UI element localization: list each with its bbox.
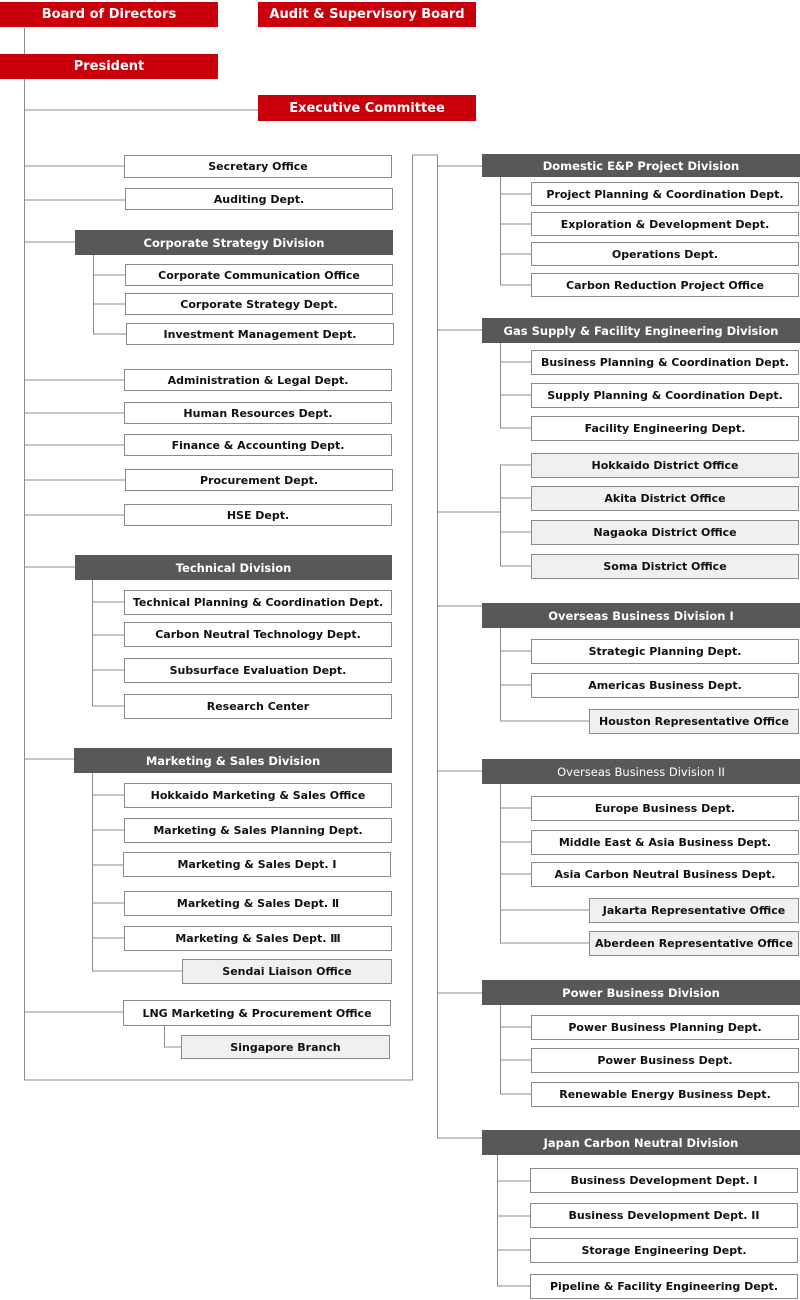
dept-box xyxy=(124,658,392,683)
auditing-dept-box xyxy=(125,188,393,210)
japan-cn-sub-lines xyxy=(497,1155,530,1286)
gas-supply-sub-lines xyxy=(500,343,531,428)
dept-label: Hokkaido Marketing & Sales Office xyxy=(150,789,366,802)
dept-box xyxy=(124,622,392,647)
technical-sub-lines xyxy=(92,580,124,706)
dept-label: Project Planning & Coordination Dept. xyxy=(546,187,784,201)
rep-office-box xyxy=(589,898,799,923)
dept-box xyxy=(125,264,393,286)
technical-division-box xyxy=(75,555,392,580)
dept-box xyxy=(530,1238,798,1263)
dept-label: Storage Engineering Dept. xyxy=(581,1244,747,1257)
dept-label: Investment Management Dept. xyxy=(163,327,357,341)
dept-box xyxy=(531,182,799,206)
dept-label: Research Center xyxy=(206,700,310,713)
marketing-sales-division-label: Marketing & Sales Division xyxy=(145,753,321,768)
power-division-label: Power Business Division xyxy=(562,985,720,1000)
domestic-ep-division-box xyxy=(482,154,800,177)
dept-box xyxy=(123,852,391,877)
rep-office-box xyxy=(589,931,799,956)
dept-box xyxy=(124,369,392,391)
dept-label: Middle East & Asia Business Dept. xyxy=(558,836,772,849)
dept-box xyxy=(531,1082,799,1107)
dept-label: Facility Engineering Dept. xyxy=(584,422,746,435)
overseas-division-2-box xyxy=(482,759,800,784)
dept-box xyxy=(531,350,799,375)
dept-label: Technical Planning & Coordination Dept. xyxy=(132,596,384,609)
dept-label: Renewable Energy Business Dept. xyxy=(559,1088,771,1101)
district-office-label: Nagaoka District Office xyxy=(593,526,737,539)
dept-box xyxy=(531,1015,799,1040)
dept-label: Corporate Strategy Dept. xyxy=(180,297,338,311)
dept-box xyxy=(530,1168,798,1193)
dept-label: Administration & Legal Dept. xyxy=(167,373,349,387)
district-office-lines xyxy=(500,465,531,566)
district-office-box xyxy=(531,453,799,478)
dept-label: Human Resources Dept. xyxy=(183,406,333,420)
district-office-box xyxy=(531,486,799,511)
dept-label: Power Business Planning Dept. xyxy=(568,1021,762,1034)
power-sub-lines xyxy=(500,1005,531,1094)
domestic-ep-division-label: Domestic E&P Project Division xyxy=(542,158,740,173)
dept-label: Business Development Dept. I xyxy=(570,1174,758,1187)
rep-office-box xyxy=(589,709,799,734)
gas-supply-division-label: Gas Supply & Facility Engineering Division xyxy=(503,323,779,338)
rep-office-label: Houston Representative Office xyxy=(599,715,789,728)
dept-box xyxy=(531,639,799,664)
domestic-ep-sub-lines xyxy=(500,177,531,285)
president-box xyxy=(0,54,218,79)
rep-office-label: Aberdeen Representative Office xyxy=(594,937,794,950)
dept-label: Europe Business Dept. xyxy=(594,802,736,815)
dept-label: Procurement Dept. xyxy=(199,473,319,487)
dept-box xyxy=(124,926,392,951)
dept-box xyxy=(124,434,392,456)
singapore-branch-label: Singapore Branch xyxy=(230,1040,341,1054)
dept-label: HSE Dept. xyxy=(226,508,290,522)
dept-box xyxy=(531,416,799,441)
executive-committee-label: Executive Committee xyxy=(289,100,445,116)
dept-label: Corporate Communication Office xyxy=(158,268,360,282)
technical-division-label: Technical Division xyxy=(175,560,292,575)
board-of-directors-box xyxy=(0,2,218,27)
dept-label: Asia Carbon Neutral Business Dept. xyxy=(554,868,776,881)
overseas-division-1-label: Overseas Business Division I xyxy=(548,608,734,623)
dept-label: Americas Business Dept. xyxy=(588,679,742,692)
corporate-strategy-division-label: Corporate Strategy Division xyxy=(143,235,325,250)
dept-box xyxy=(124,504,392,526)
dept-label: Carbon Reduction Project Office xyxy=(566,278,764,292)
dept-box xyxy=(531,862,799,887)
dept-box xyxy=(531,383,799,408)
dept-label: Finance & Accounting Dept. xyxy=(171,438,345,452)
dept-box xyxy=(530,1203,798,1228)
dept-label: Exploration & Development Dept. xyxy=(560,217,770,231)
sendai-liaison-office-box xyxy=(182,959,392,984)
dept-label: Business Development Dept. II xyxy=(568,1209,760,1222)
dept-box xyxy=(125,469,393,491)
lng-office-box xyxy=(123,1000,391,1026)
dept-label: Operations Dept. xyxy=(611,247,719,261)
singapore-branch-box xyxy=(181,1035,390,1059)
corporate-strategy-division-box xyxy=(75,230,393,255)
dept-box xyxy=(124,694,392,719)
dept-box xyxy=(124,402,392,424)
dept-box xyxy=(531,273,799,297)
dept-box xyxy=(124,783,392,808)
dept-label: Strategic Planning Dept. xyxy=(588,645,742,658)
lng-sub-lines xyxy=(165,1026,182,1047)
board-of-directors-label: Board of Directors xyxy=(41,7,177,22)
dept-box xyxy=(531,673,799,698)
dept-box xyxy=(126,323,394,345)
dept-label: Pipeline & Facility Engineering Dept. xyxy=(549,1280,778,1293)
dept-box xyxy=(124,818,392,843)
district-office-box xyxy=(531,520,799,545)
japan-cn-division-box xyxy=(482,1130,800,1155)
corporate-strategy-sub-lines xyxy=(93,255,126,334)
dept-label: Carbon Neutral Technology Dept. xyxy=(155,628,361,641)
dept-label: Power Business Dept. xyxy=(597,1054,733,1067)
audit-supervisory-board-label: Audit & Supervisory Board xyxy=(269,7,465,22)
dept-label: Marketing & Sales Dept. Ⅰ xyxy=(177,858,337,871)
dept-box xyxy=(531,796,799,821)
dept-label: Supply Planning & Coordination Dept. xyxy=(547,389,783,402)
left-branches xyxy=(24,166,125,1012)
secretary-office-box xyxy=(124,155,392,178)
audit-supervisory-board-box xyxy=(258,2,476,27)
district-office-box xyxy=(531,554,799,579)
rep-office-label: Jakarta Representative Office xyxy=(602,904,786,917)
overseas-division-1-box xyxy=(482,603,800,628)
district-office-label: Akita District Office xyxy=(604,492,726,505)
dept-box xyxy=(125,293,393,315)
overseas-division-2-label: Overseas Business Division II xyxy=(557,764,725,779)
dept-box xyxy=(124,590,392,615)
dept-box xyxy=(531,830,799,855)
executive-committee-box xyxy=(258,95,476,121)
sendai-liaison-office-label: Sendai Liaison Office xyxy=(222,965,352,978)
power-division-box xyxy=(482,980,800,1005)
auditing-dept-label: Auditing Dept. xyxy=(213,192,305,206)
dept-box xyxy=(531,212,799,236)
dept-label: Marketing & Sales Dept. Ⅱ xyxy=(176,897,340,910)
president-label: President xyxy=(73,59,145,74)
lng-office-label: LNG Marketing & Procurement Office xyxy=(142,1006,372,1020)
gas-supply-division-box xyxy=(482,318,800,343)
marketing-sales-division-box xyxy=(74,748,392,773)
dept-label: Marketing & Sales Dept. Ⅲ xyxy=(175,932,341,945)
dept-box xyxy=(531,242,799,266)
district-office-label: Hokkaido District Office xyxy=(591,459,739,472)
japan-cn-division-label: Japan Carbon Neutral Division xyxy=(543,1135,739,1150)
dept-box xyxy=(124,891,392,916)
district-office-label: Soma District Office xyxy=(603,560,727,573)
dept-label: Marketing & Sales Planning Dept. xyxy=(153,824,363,837)
dept-label: Business Planning & Coordination Dept. xyxy=(540,356,790,369)
secretary-office-label: Secretary Office xyxy=(208,160,308,173)
dept-box xyxy=(531,1048,799,1073)
dept-box xyxy=(530,1274,798,1299)
dept-label: Subsurface Evaluation Dept. xyxy=(169,664,347,677)
